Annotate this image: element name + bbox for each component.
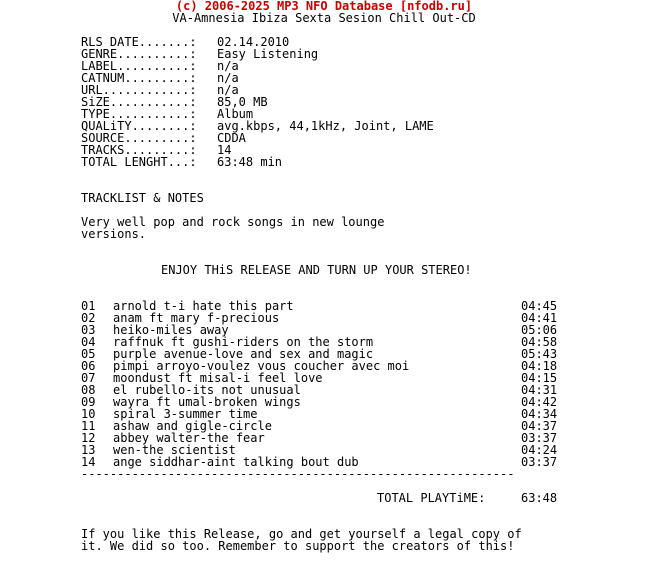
track-title: raffnuk ft gushi-riders on the storm xyxy=(113,335,374,349)
track-duration: 04:18 xyxy=(521,359,558,373)
track-duration: 03:37 xyxy=(521,455,558,469)
heading-text: TRACKLIST & NOTES xyxy=(81,191,204,205)
footer-text: it. We did so too. Remember to support the creators of this! xyxy=(81,539,515,553)
track-duration: 04:31 xyxy=(521,383,558,397)
track-number: 01 xyxy=(81,299,96,313)
track-number: 05 xyxy=(81,347,96,361)
track-duration: 05:06 xyxy=(521,323,558,337)
info-value: n/a xyxy=(217,59,239,73)
track-title: heiko-miles away xyxy=(113,323,229,337)
release-title: VA-Amnesia Ibiza Sexta Sesion Chill Out-CD xyxy=(172,11,476,25)
separator-text: ------------------------------------------------------------ xyxy=(81,468,515,480)
info-label: LABEL..........: xyxy=(81,59,197,73)
track-duration: 03:37 xyxy=(521,431,558,445)
track-number: 06 xyxy=(81,359,96,373)
info-value: n/a xyxy=(217,71,239,85)
info-label: TOTAL LENGHT...: xyxy=(81,155,197,169)
footer-text: If you like this Release, go and get yourself a legal copy of xyxy=(81,527,522,541)
track-duration: 04:24 xyxy=(521,443,558,457)
track-number: 14 xyxy=(81,455,96,469)
track-duration: 04:41 xyxy=(521,311,558,325)
info-label: RLS DATE.......: xyxy=(81,35,197,49)
track-title: anam ft mary f-precious xyxy=(113,311,280,325)
track-title: wen-the scientist xyxy=(113,443,236,457)
track-number: 04 xyxy=(81,335,96,349)
track-duration: 04:34 xyxy=(521,407,558,421)
total-playtime-value: 63:48 xyxy=(521,491,558,505)
track-duration: 04:42 xyxy=(521,395,558,409)
track-number: 07 xyxy=(81,371,96,385)
info-label: TRACKS.........: xyxy=(81,143,197,157)
track-title: ashaw and gigle-circle xyxy=(113,419,272,433)
track-number: 11 xyxy=(81,419,96,433)
track-duration: 04:37 xyxy=(521,419,558,433)
track-duration: 04:58 xyxy=(521,335,558,349)
info-value: 02.14.2010 xyxy=(217,35,290,49)
info-value: avg.kbps, 44,1kHz, Joint, LAME xyxy=(217,119,434,133)
track-number: 10 xyxy=(81,407,96,421)
info-label: CATNUM.........: xyxy=(81,71,197,85)
track-title: pimpi arroyo-voulez vous coucher avec moi xyxy=(113,359,410,373)
track-title: spiral 3-summer time xyxy=(113,407,258,421)
track-number: 13 xyxy=(81,443,96,457)
info-value: Easy Listening xyxy=(217,47,319,61)
notes-text: Very well pop and rock songs in new lounge xyxy=(81,215,385,229)
track-title: arnold t-i hate this part xyxy=(113,299,294,313)
info-value: 85,0 MB xyxy=(217,95,268,109)
info-value: Album xyxy=(217,107,254,121)
info-label: SOURCE.........: xyxy=(81,131,197,145)
track-duration: 04:45 xyxy=(521,299,558,313)
info-value: CDDA xyxy=(217,131,246,145)
track-number: 09 xyxy=(81,395,96,409)
track-duration: 04:15 xyxy=(521,371,558,385)
track-title: wayra ft umal-broken wings xyxy=(113,395,301,409)
track-number: 03 xyxy=(81,323,96,337)
info-label: QUALiTY........: xyxy=(81,119,197,133)
track-title: el rubello-its not unusual xyxy=(113,383,301,397)
info-value: n/a xyxy=(217,83,239,97)
enjoy-text: ENJOY THiS RELEASE AND TURN UP YOUR STEREO! xyxy=(161,263,472,277)
track-number: 12 xyxy=(81,431,96,445)
info-label: SiZE...........: xyxy=(81,95,197,109)
info-value: 14 xyxy=(217,143,232,157)
notes-text: versions. xyxy=(81,227,147,241)
track-title: abbey walter-the fear xyxy=(113,431,265,445)
copyright-line: (c) 2006-2025 MP3 NFO Database [nfodb.ru] xyxy=(175,0,473,13)
track-duration: 05:43 xyxy=(521,347,558,361)
track-title: ange siddhar-aint talking bout dub xyxy=(113,455,359,469)
info-label: GENRE..........: xyxy=(81,47,197,61)
track-number: 08 xyxy=(81,383,96,397)
info-label: URL............: xyxy=(81,83,197,97)
info-label: TYPE...........: xyxy=(81,107,197,121)
total-playtime-label: TOTAL PLAYTiME: xyxy=(377,491,486,505)
track-number: 02 xyxy=(81,311,96,325)
info-value: 63:48 min xyxy=(217,155,283,169)
track-title: moondust ft misal-i feel love xyxy=(113,371,323,385)
track-title: purple avenue-love and sex and magic xyxy=(113,347,374,361)
